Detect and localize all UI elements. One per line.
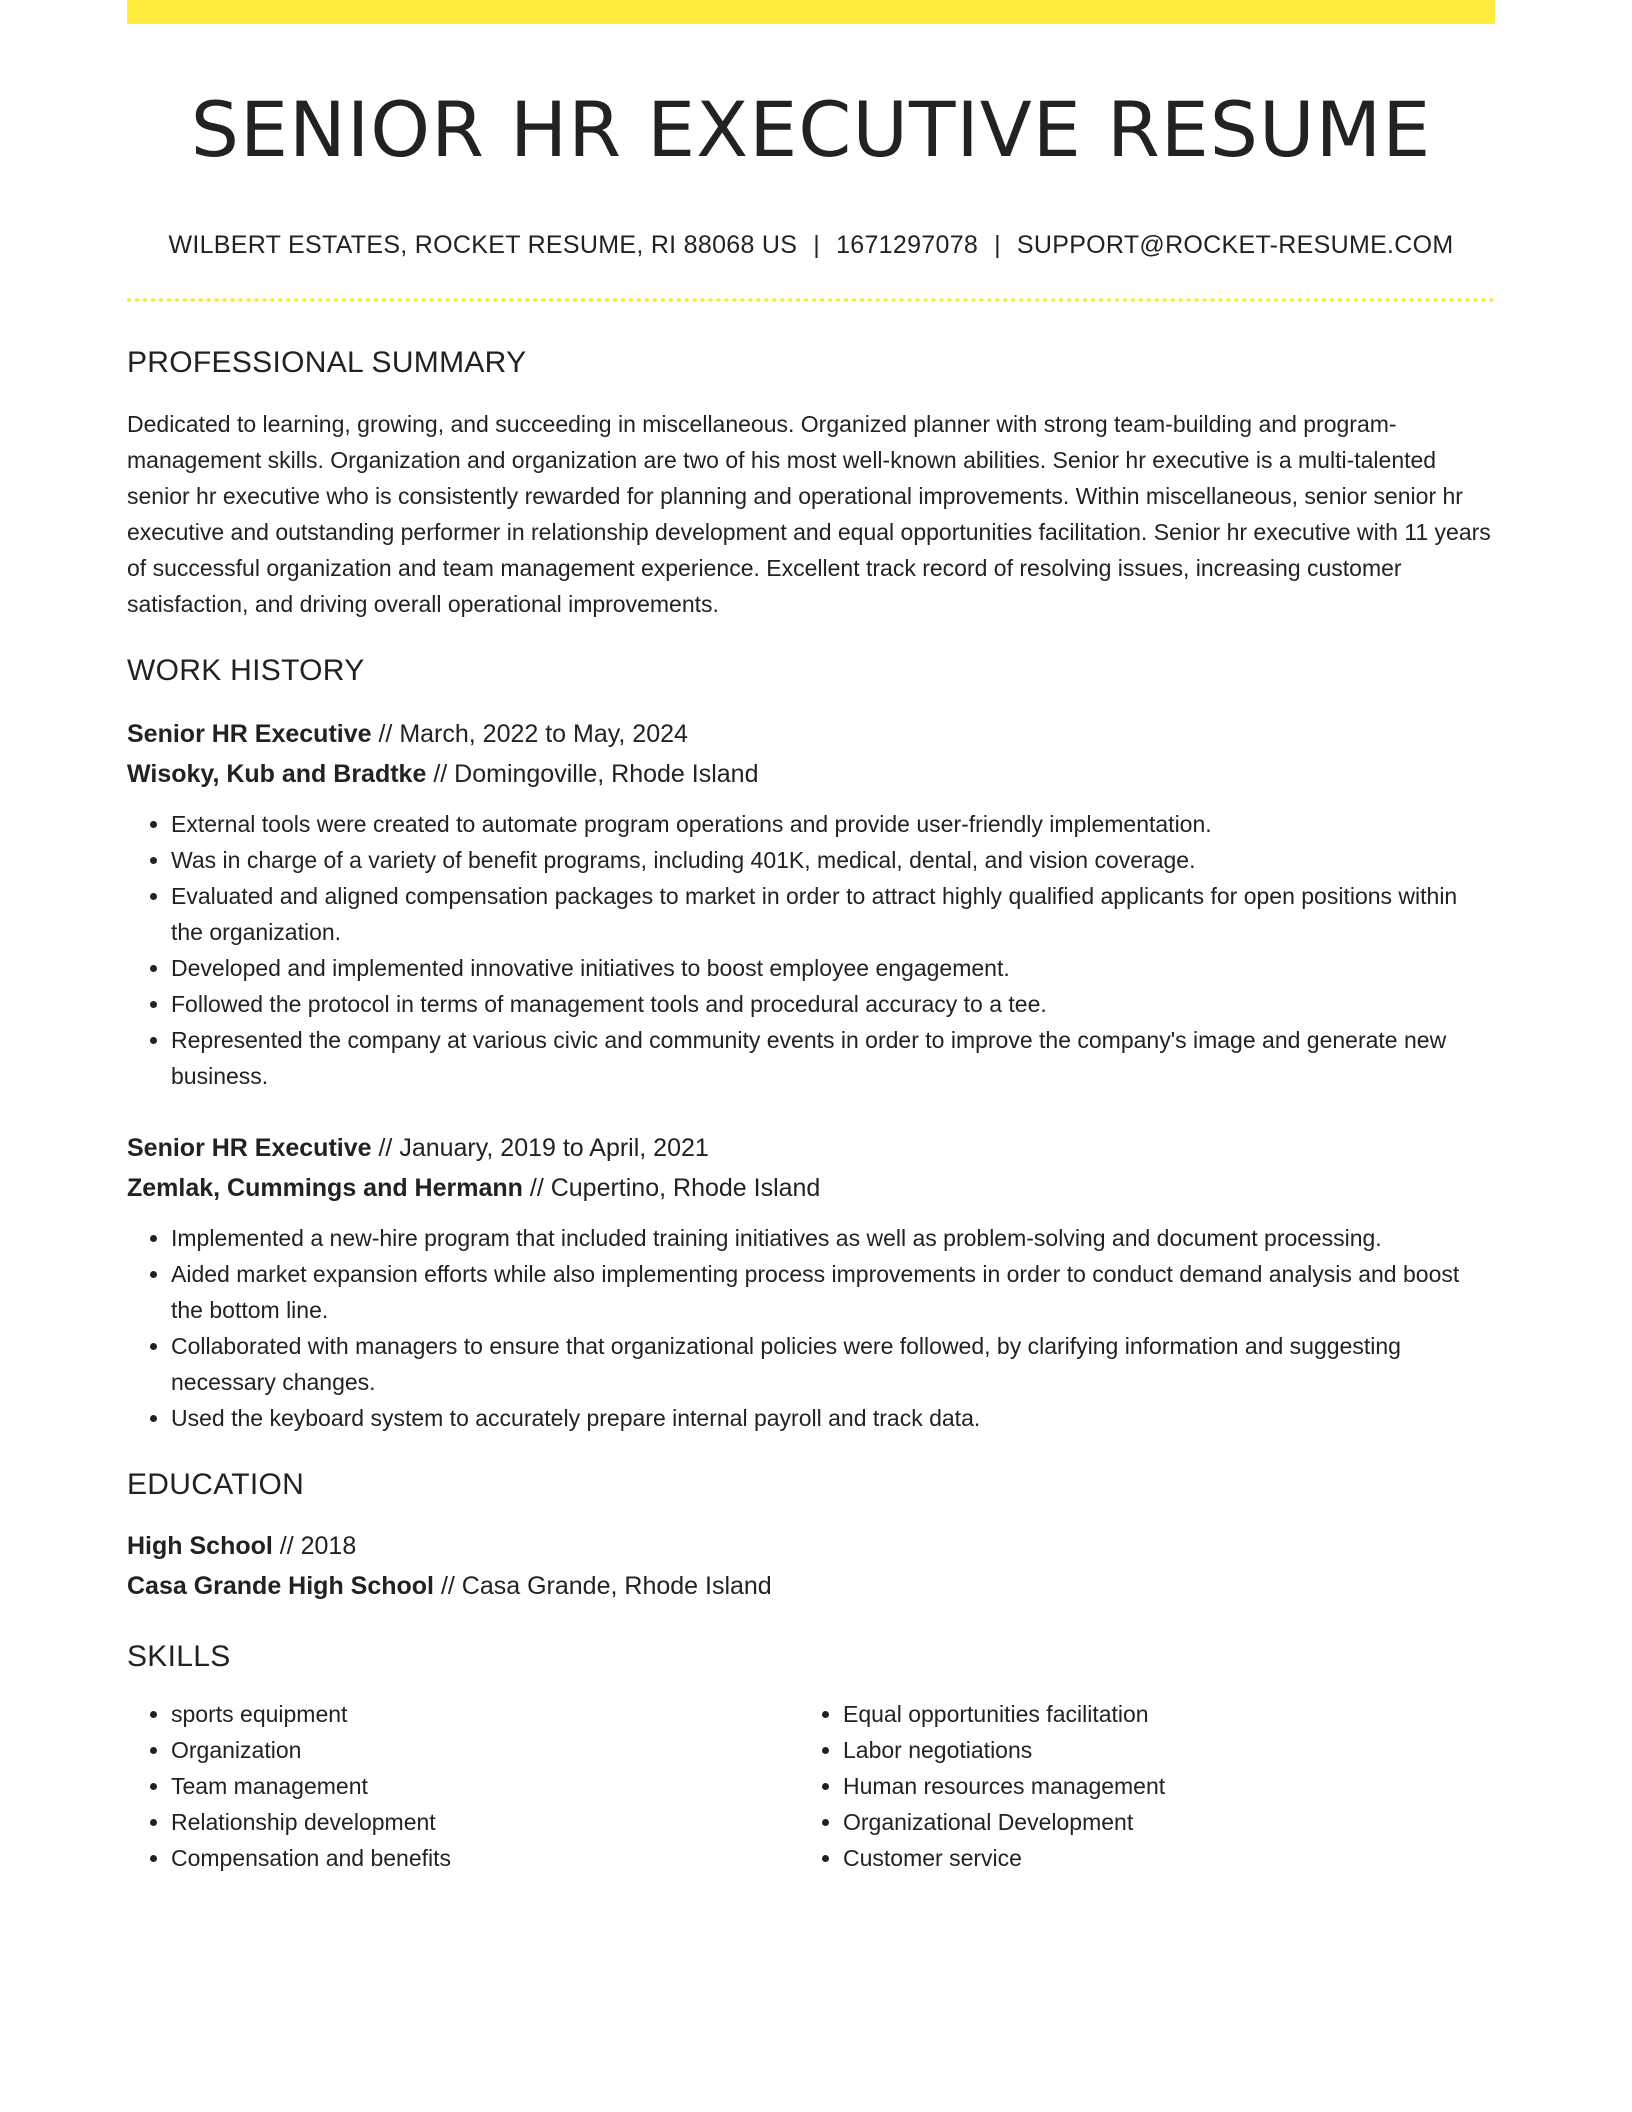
contact-email: SUPPORT@ROCKET-RESUME.COM [1016, 231, 1454, 260]
job-entry [127, 714, 1495, 1094]
job-bullet: • Collaborated with managers to ensure that organizational policies were followed, by clarifying information and suggesting necessary changes. [171, 1328, 1495, 1400]
job-bullet: • Evaluated and aligned compensation packages to market in order to attract highly qualified applicants for open positions within the organization. [171, 878, 1495, 950]
skills-columns [127, 1696, 1495, 1876]
education-school-line [127, 1566, 1495, 1606]
summary-text: Dedicated to learning, growing, and succeeding in miscellaneous. Organized planner with strong team-building and program-management skills. Organization and organization are two of his most well-known abilities. Senior hr executive is a multi-talented senior hr executive who is consistently rewarded for planning and operational improvements. Within miscellaneous, senior senior hr executive and outstanding performer in relationship development and equal opportunities facilitation. Senior hr executive with 11 years of successful organization and team management experience. Excellent track record of resolving issues, increasing customer satisfaction, and driving overall operational improvements. [127, 411, 1491, 618]
resume-title: SENIOR HR EXECUTIVE RESUME [190, 85, 1432, 174]
job-title: Senior HR Executive [127, 720, 372, 749]
contact-separator: | [813, 231, 821, 260]
job-dates: // March, 2022 to May, 2024 [371, 720, 688, 749]
job-entry [127, 1128, 1495, 1436]
job-title: Senior HR Executive [127, 1134, 372, 1163]
resume-page [127, 0, 1495, 1876]
job-location: // Domingoville, Rhode Island [426, 760, 759, 789]
job-company-line [127, 1168, 1495, 1208]
job-company: Zemlak, Cummings and Hermann [127, 1174, 523, 1203]
contact-phone: 1671297078 [836, 231, 979, 260]
skill-item: • Customer service [843, 1840, 1471, 1876]
contact-separator: | [994, 231, 1001, 260]
job-bullet: • External tools were created to automate program operations and provide user-friendly implementation. [171, 806, 1495, 842]
skills-heading: SKILLS [127, 1640, 231, 1674]
job-company-line [127, 754, 1495, 794]
job-dates: // January, 2019 to April, 2021 [371, 1134, 709, 1163]
job-bullet: • Used the keyboard system to accurately prepare internal payroll and track data. [171, 1400, 1495, 1436]
education-degree: High School [127, 1532, 273, 1561]
work-history-heading: WORK HISTORY [127, 654, 365, 688]
accent-bar [127, 0, 1495, 24]
job-bullet: • Followed the protocol in terms of management tools and procedural accuracy to a tee. [171, 986, 1495, 1022]
skill-item: • Organizational Development [843, 1804, 1471, 1840]
contact-address: WILBERT ESTATES, ROCKET RESUME, RI 88068 US [168, 231, 798, 260]
contact-line [127, 231, 1495, 260]
summary-heading: PROFESSIONAL SUMMARY [127, 346, 527, 380]
education-location: // Casa Grande, Rhode Island [434, 1572, 772, 1601]
dotted-divider [127, 298, 1495, 302]
skill-item: • Compensation and benefits [171, 1840, 799, 1876]
education-entry [127, 1526, 1495, 1606]
job-bullet: • Represented the company at various civic and community events in order to improve the company's image and generate new business. [171, 1022, 1495, 1094]
skill-item: • Team management [171, 1768, 799, 1804]
skills-list-left [127, 1696, 799, 1876]
job-bullet-list [127, 806, 1495, 1094]
education-school: Casa Grande High School [127, 1572, 435, 1601]
education-heading: EDUCATION [127, 1468, 305, 1502]
job-bullet: • Aided market expansion efforts while also implementing process improvements in order to conduct demand analysis and boost the bottom line. [171, 1256, 1495, 1328]
skill-item: • Organization [171, 1732, 799, 1768]
skill-item: • Human resources management [843, 1768, 1471, 1804]
job-role-line [127, 1128, 1495, 1168]
job-bullet: • Implemented a new-hire program that included training initiatives as well as problem-solving and document processing. [171, 1220, 1495, 1256]
job-bullet-list [127, 1220, 1495, 1436]
job-location: // Cupertino, Rhode Island [522, 1174, 821, 1203]
job-bullet: • Developed and implemented innovative initiatives to boost employee engagement. [171, 950, 1495, 986]
skill-item: • Relationship development [171, 1804, 799, 1840]
skill-item: • Labor negotiations [843, 1732, 1471, 1768]
job-role-line [127, 714, 1495, 754]
skills-list-right [799, 1696, 1471, 1876]
job-company: Wisoky, Kub and Bradtke [127, 760, 427, 789]
education-degree-line [127, 1526, 1495, 1566]
skill-item: • sports equipment [171, 1696, 799, 1732]
education-year: // 2018 [272, 1532, 357, 1561]
skill-item: • Equal opportunities facilitation [843, 1696, 1471, 1732]
job-bullet: • Was in charge of a variety of benefit programs, including 401K, medical, dental, and vision coverage. [171, 842, 1495, 878]
